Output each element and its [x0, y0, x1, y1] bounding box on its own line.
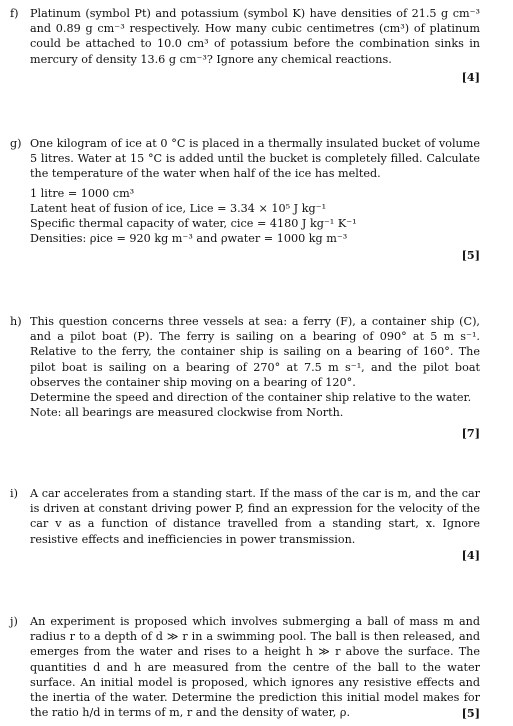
given-data-line: Densities: ρice = 920 kg m⁻³ and ρwater = 1000 kg m⁻³	[30, 232, 348, 246]
question-label: i)	[10, 487, 18, 500]
question-body	[30, 136, 480, 246]
marks-label: [7]	[461, 426, 480, 440]
question-label: h)	[10, 315, 22, 328]
question-i	[10, 486, 480, 562]
question-text: One kilogram of ice at 0 °C is placed in a thermally insulated bucket of volume 5 litres. Water at 15 °C is added until the bucket is completely filled. Calculate the temperature of the water when half of the ice has melted.	[30, 137, 480, 181]
question-text: Platinum (symbol Pt) and potassium (symbol K) have densities of 21.5 g cm⁻³ and 0.89 g cm⁻³ respectively. How many cubic centimetres (cm³) of platinum could be attached to 10.0 cm³ of potassium before the combination sinks in mercury of density 13.6 g cm⁻³? Ignore any chemical reactions.	[30, 7, 480, 66]
marks-label: [5]	[461, 706, 480, 720]
question-note: Note: all bearings are measured clockwise from North.	[30, 406, 344, 420]
question-body	[30, 314, 480, 420]
question-label: g)	[10, 137, 22, 150]
question-g	[10, 136, 480, 262]
marks-label: [5]	[461, 248, 480, 262]
question-j	[10, 614, 480, 720]
question-label: f)	[10, 7, 19, 20]
question-text: Determine the speed and direction of the container ship relative to the water.	[30, 391, 472, 405]
question-f	[10, 6, 480, 84]
given-data-line: Specific thermal capacity of water, cice = 4180 J kg⁻¹ K⁻¹	[30, 217, 357, 231]
question-text: An experiment is proposed which involves submerging a ball of mass m and radius r to a depth of d ≫ r in a swimming pool. The ball is then released, and emerges from the water and rises to a height h ≫ r above the surface. The quantities d and h are measured from the centre of the ball to the water surface. An initial model is proposed, which ignores any resistive effects and the inertia of the water. Determine the prediction this initial model makes for the ratio h/d in terms of m, r and the density of water, ρ.	[30, 615, 480, 720]
marks-label: [4]	[461, 548, 480, 562]
question-body	[30, 486, 480, 547]
given-data-line: 1 litre = 1000 cm³	[30, 186, 135, 200]
given-data-line: Latent heat of fusion of ice, Lice = 3.34 × 10⁵ J kg⁻¹	[30, 201, 327, 215]
question-h	[10, 314, 480, 440]
marks-label: [4]	[461, 70, 480, 84]
question-body	[30, 614, 480, 720]
question-body	[30, 6, 480, 67]
given-data	[30, 186, 480, 247]
question-label: j)	[10, 615, 18, 628]
question-text: This question concerns three vessels at sea: a ferry (F), a container ship (C), and a pilot boat (P). The ferry is sailing on a bearing of 090° at 5 m s⁻¹. Relative to the ferry, the container ship is sailing on a bearing of 160°. The pilot boat is sailing on a bearing of 270° at 7.5 m s⁻¹, and the pilot boat observes the container ship moving on a bearing of 120°.	[30, 315, 480, 389]
question-text: A car accelerates from a standing start. If the mass of the car is m, and the car is driven at constant driving power P, find an expression for the velocity of the car v as a function of distance travelled from a standing start, x. Ignore resistive effects and inefficiencies in power transmission.	[30, 487, 480, 546]
